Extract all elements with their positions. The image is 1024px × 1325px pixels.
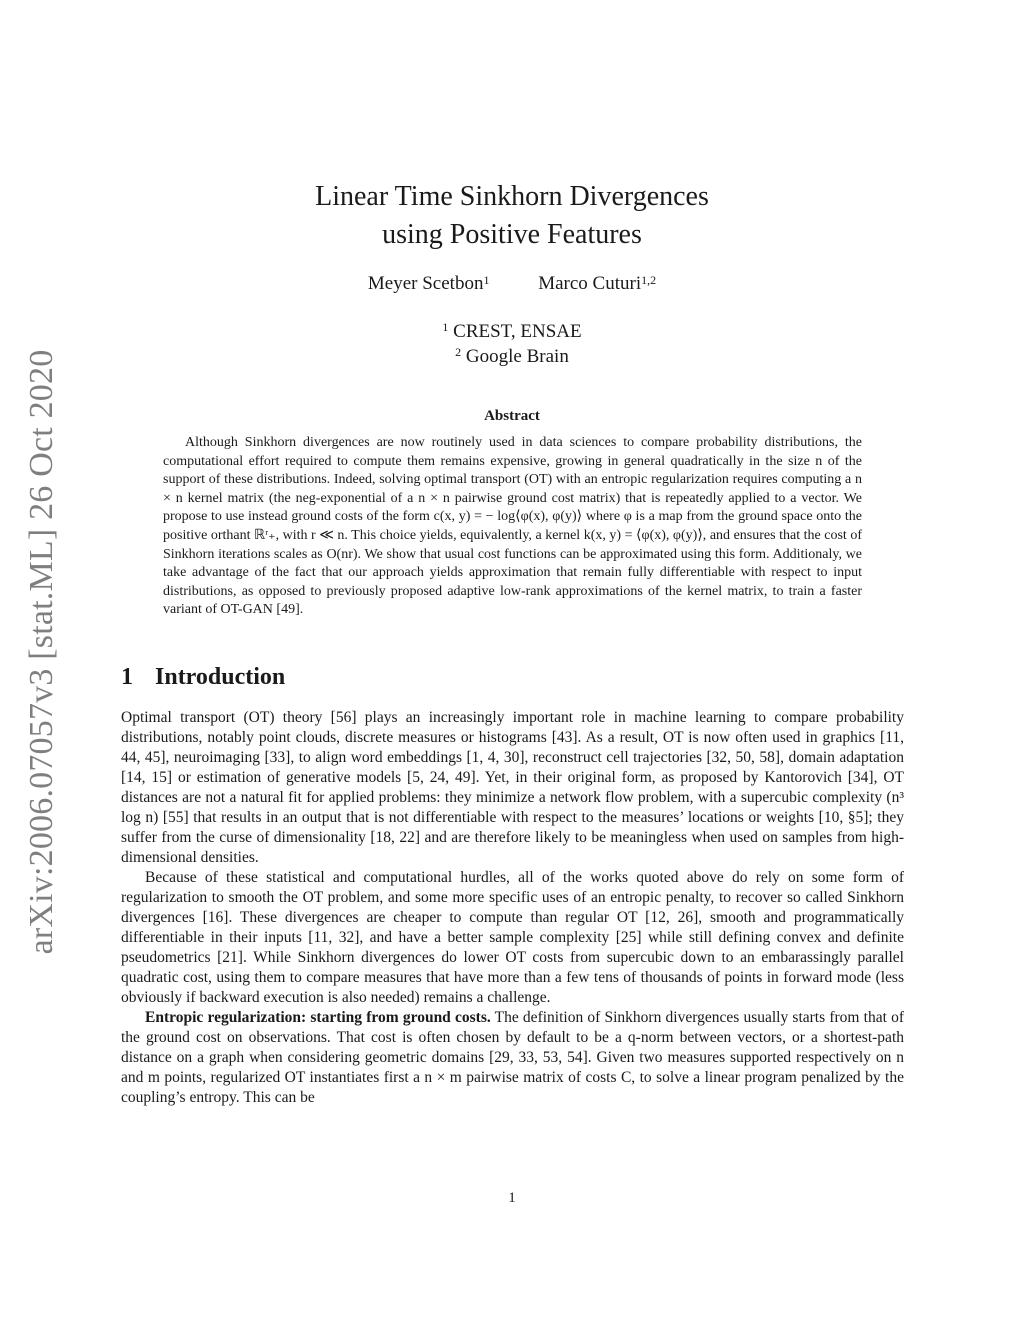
paragraph: Because of these statistical and computational hurdles, all of the works quoted above do rely on some form of regularization to smooth the OT problem, and some more specific uses of an entropic penalty, to recover so called Sinkhorn divergences [16]. These divergences are cheaper to compute than regular OT [12, 26], smooth and programmatically differentiable in their inputs [11, 32], and have a better sample complexity [25] while still defining convex and definite pseudometrics [21]. While Sinkhorn divergences do lower OT costs from supercubic down to an embarassingly parallel quadratic cost, using them to compare measures that have more than a few tens of thousands of points in forward mode (less obviously if backward execution is also needed) remains a challenge. (121, 869, 904, 1006)
paragraph: Entropic regularization: starting from ground costs. The definition of Sinkhorn divergences usually starts from that of the ground cost on observations. That cost is often chosen by default to be a q-norm between vectors, or a shortest-path distance on a graph when considering geometric domains [29, 33, 53, 54]. Given two measures supported respectively on n and m points, regularized OT instantiates first a n × m pairwise matrix of costs C, to solve a linear program penalized by the coupling’s entropy. This can be (121, 1009, 904, 1106)
author-list (0, 271, 1024, 297)
page-number: 1 (508, 1190, 516, 1206)
title-line-1: Linear Time Sinkhorn Divergences (315, 181, 709, 212)
paragraph-lead: Entropic regularization: starting from ground costs. (145, 1009, 491, 1026)
author-2: Marco Cuturi$^{1,2}$ (538, 273, 657, 294)
author-1: Meyer Scetbon$^1$ (367, 273, 490, 294)
section-heading (121, 664, 285, 691)
section-number: 1 (121, 664, 133, 690)
paragraph: Optimal transport (OT) theory [56] plays an increasingly important role in machine learning to compare probability distributions, notably point clouds, discrete measures or histograms [43]. As a result, OT is now often used in graphics [11, 44, 45], neuroimaging [33], to align word embeddings [1, 4, 30], reconstruct cell trajectories [32, 50, 58], domain adaptation [14, 15] or estimation of generative models [5, 24, 49]. Yet, in their original form, as proposed by Kantorovich [34], OT distances are not a natural fit for applied problems: they minimize a network flow problem, with a supercubic complexity (n³ log n) [55] that results in an output that is not differentiable with respect to the measures’ locations or weights [10, §5]; they suffer from the curse of dimensionality [18, 22] and are therefore likely to be meaningless when used on samples from high-dimensional densities. (121, 709, 904, 866)
affiliation-list (0, 319, 1024, 369)
arxiv-identifier-stamp: arXiv:2006.07057v3 [stat.ML] 26 Oct 2020 (23, 349, 60, 955)
abstract-text: Although Sinkhorn divergences are now routinely used in data sciences to compare probability distributions, the computational effort required to compute them remains expensive, growing in general quadratically in the size n of the support of these distributions. Indeed, solving optimal transport (OT) with an entropic regularization requires computing a n × n kernel matrix (the neg-exponential of a n × n pairwise ground cost matrix) that is repeatedly applied to a vector. We propose to use instead ground costs of the form c(x, y) = − log⟨φ(x), φ(y)⟩ where φ is a map from the ground space onto the positive orthant ℝʳ₊, with r ≪ n. This choice yields, equivalently, a kernel k(x, y) = ⟨φ(x), φ(y)⟩, and ensures that the cost of Sinkhorn iterations scales as O(nr). We show that usual cost functions can be approximated using this form. Additionaly, we take advantage of the fact that our approach yields approximation that remain fully differentiable with respect to input distributions, as opposed to previously proposed adaptive low-rank approximations of the kernel matrix, to train a faster variant of OT-GAN [49]. (163, 435, 862, 618)
title-line-2: using Positive Features (382, 219, 642, 250)
affiliation-1: $^1$ CREST, ENSAE (442, 320, 582, 342)
section-title: Introduction (155, 664, 286, 690)
abstract-heading: Abstract (484, 408, 540, 424)
paper-title (0, 178, 1024, 254)
body-text (121, 708, 904, 1108)
affiliation-2: $^2$ Google Brain (455, 345, 569, 367)
